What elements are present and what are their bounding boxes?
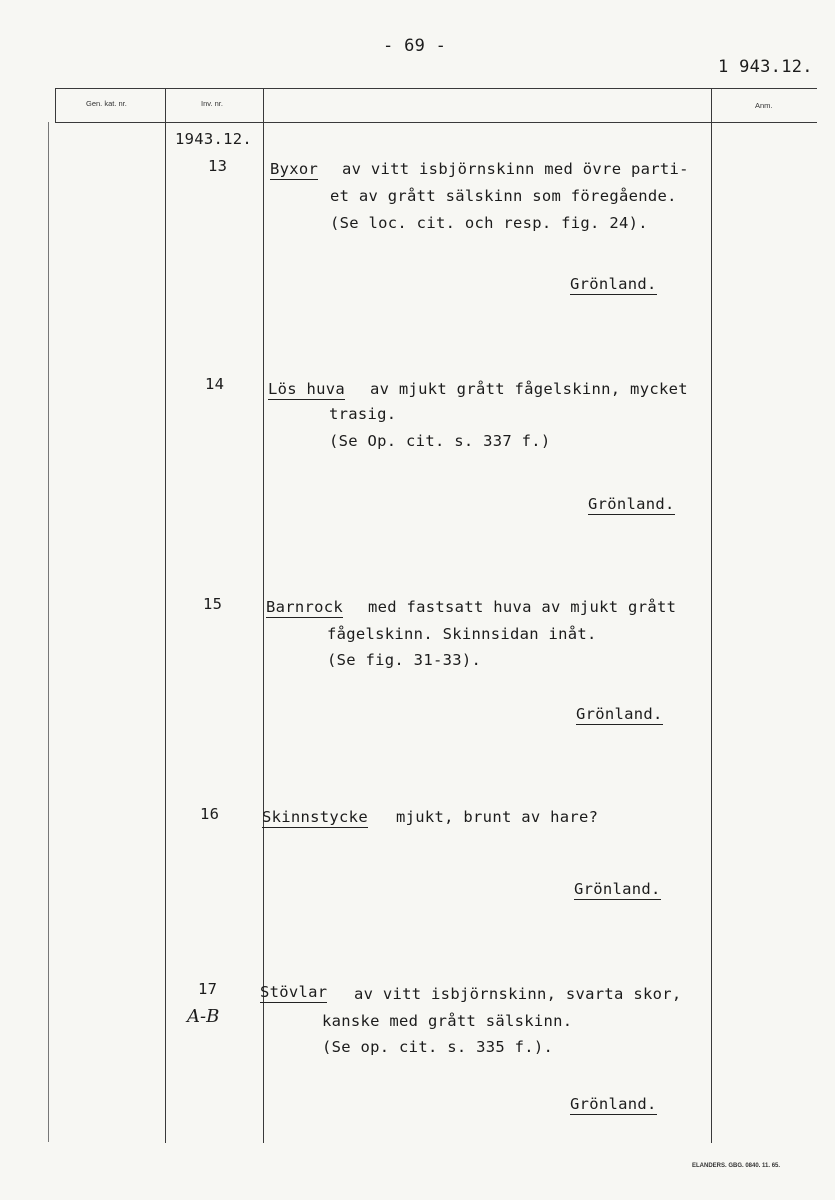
- entry-line: med fastsatt huva av mjukt grått: [368, 598, 677, 616]
- entry-line: av vitt isbjörnskinn med övre parti-: [342, 160, 689, 178]
- entry-line: mjukt, brunt av hare?: [396, 808, 599, 826]
- entry-line: (Se op. cit. s. 335 f.).: [322, 1038, 554, 1056]
- entry-title: Byxor: [270, 160, 319, 178]
- column-rule-left: [55, 88, 56, 122]
- entry-line: et av grått sälskinn som föregående.: [330, 187, 677, 205]
- header-anm: Anm.: [755, 101, 773, 110]
- entry-title: Stövlar: [260, 983, 328, 1001]
- printer-mark: ELANDERS. GBG. 0840. 11. 65.: [692, 1163, 781, 1169]
- entry-line: fågelskinn. Skinnsidan inåt.: [327, 625, 597, 643]
- entry-line: av mjukt grått fågelskinn, mycket: [370, 380, 688, 398]
- column-rule-inv: [165, 88, 166, 1143]
- header-reference: 1 943.12.: [718, 57, 813, 77]
- entry-number: 14: [205, 375, 225, 393]
- column-rule-anm: [711, 88, 712, 1143]
- entry-title: Barnrock: [266, 598, 344, 616]
- entry-line: (Se Op. cit. s. 337 f.): [329, 432, 551, 450]
- header-gen-kat-nr: Gen. kat. nr.: [86, 99, 127, 108]
- entry-number: 16: [200, 805, 220, 823]
- entry-place: Grönland.: [588, 495, 675, 513]
- entry-place: Grönland.: [570, 1095, 657, 1113]
- entry-place: Grönland.: [576, 705, 663, 723]
- handwritten-annotation: A-B: [187, 1006, 220, 1027]
- entry-title: Skinnstycke: [262, 808, 368, 826]
- header-inv-nr: Inv. nr.: [201, 99, 223, 108]
- entry-line: (Se fig. 31-33).: [327, 651, 482, 669]
- entry-title: Lös huva: [268, 380, 346, 398]
- entry-line: kanske med grått sälskinn.: [322, 1012, 573, 1030]
- entry-line: (Se loc. cit. och resp. fig. 24).: [330, 214, 648, 232]
- table-header-rule: [55, 122, 817, 123]
- entry-number: 13: [208, 157, 228, 175]
- series-number: 1943.12.: [175, 130, 253, 148]
- entry-number: 17: [198, 980, 218, 998]
- entry-line: trasig.: [329, 405, 397, 423]
- column-rule-left-body: [48, 122, 49, 1142]
- page-number: - 69 -: [383, 36, 447, 56]
- table-top-rule: [55, 88, 817, 89]
- entry-number: 15: [203, 595, 223, 613]
- entry-place: Grönland.: [570, 275, 657, 293]
- entry-line: av vitt isbjörnskinn, svarta skor,: [354, 985, 682, 1003]
- entry-place: Grönland.: [574, 880, 661, 898]
